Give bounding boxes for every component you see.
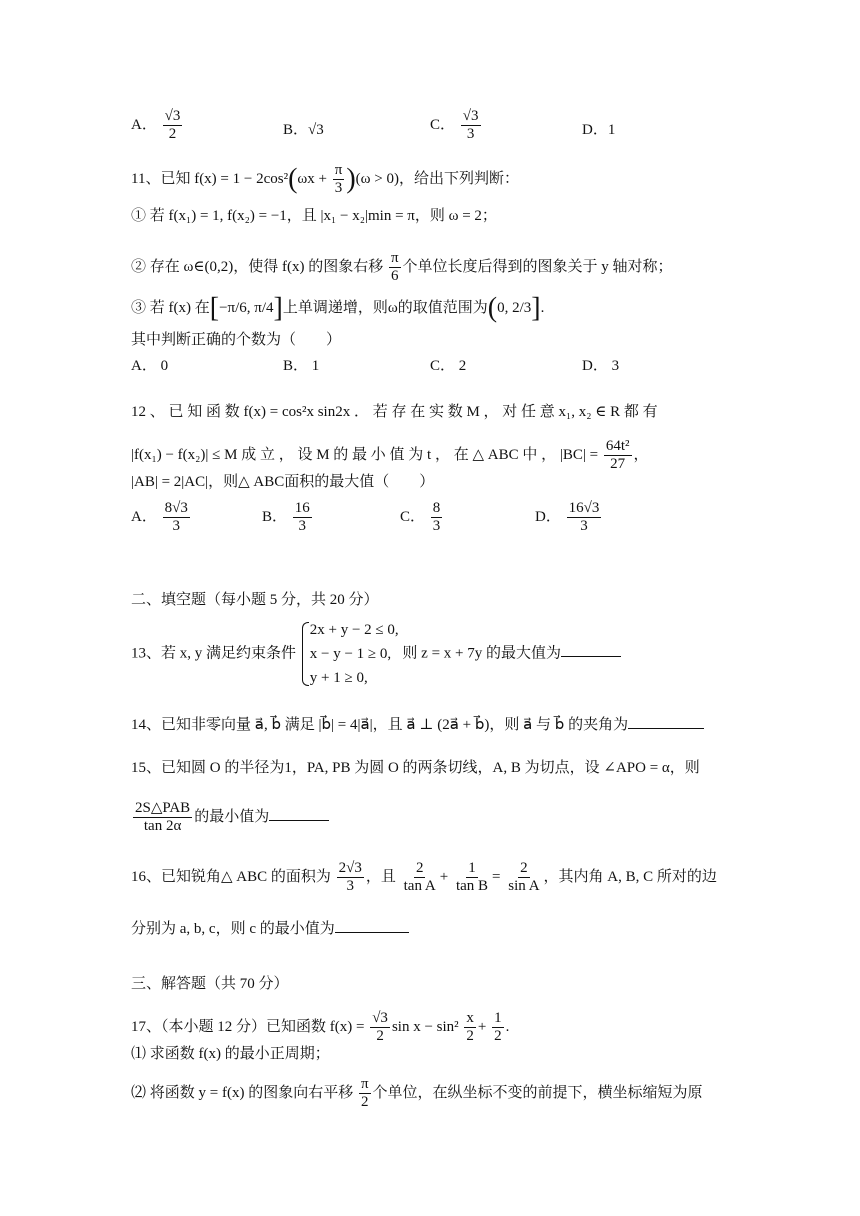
q15-line-2: $\frac{\text{2S△PAB}}{\tan 2\alpha}$ 的最小值为 (131, 800, 329, 835)
q16-line-1: 16、已知锐角△ ABC 的面积为 $\frac{2√3}{3}$ ，且 $\frac{2}{\text{tan A}}$ + $\frac{1}{\text{tan B}}$ = $\frac{2}{\text{sin A}}$ ，其内角 A, B, C 所对的边 (131, 860, 717, 894)
q12-option-d: D． $\frac{16√3}{3}$ (535, 500, 600, 534)
q10-a-fraction: $\frac{√3}{2}$ (164, 108, 181, 142)
q10-option-a (131, 108, 184, 143)
q11-option-b: B． 1 (283, 358, 320, 374)
q12-line-2: |f(x₁) − f(x₂)| ≤ M 成 立 ， 设 M 的 最 小 值 为 t ， 在 △ ABC 中 ， |BC| = $\frac{\text{64t²}}{27}$ ， (131, 438, 649, 472)
q14-answer-blank (628, 714, 704, 729)
q13: 13、若 x, y 满足约束条件 2x + y − 2 ≤ 0, x − y − 1 ≥ 0, y + 1 ≥ 0, 则 z = x + 7y 的最大值为 (131, 618, 621, 690)
q11-stem: 11、已知 f(x) = 1 − 2cos²(ωx + $\frac{\pi}{3}$ )(ω > 0)，给出下列判断： (131, 162, 519, 196)
q10-a-label: A． (131, 116, 157, 133)
q11-item-1: ① 若 f(x₁) = 1, f(x₂) = −1，且 |x₁ − x₂|min = π，则 ω = 2； (131, 208, 497, 224)
q16-line-2: 分别为 a, b, c，则 c 的最小值为 (131, 918, 409, 939)
q10-option-c: C． $\frac{√3}{3}$ (430, 108, 479, 142)
q16-answer-blank (335, 918, 409, 933)
q12-option-b: B． $\frac{16}{3}$ (262, 500, 310, 534)
q13-answer-blank (561, 642, 621, 657)
q15-line-1: 15、已知圆 O 的半径为1，PA, PB 为圆 O 的两条切线，A, B 为切点，设 ∠APO = α，则 (131, 760, 700, 776)
q15-answer-blank (269, 806, 329, 821)
q12-option-c: C． $\frac{8}{3}$ (400, 500, 441, 534)
q17-stem: 17、（本小题 12 分）已知函数 f(x) = $\frac{√3}{2}$ sin x − sin² $\frac{x}{2}$ + $\frac{1}{2}$ . (131, 1010, 510, 1044)
q11-option-a: A． 0 (131, 358, 169, 374)
q17-item-1: ⑴ 求函数 f(x) 的最小正周期； (131, 1046, 330, 1062)
section-2-heading: 二、填空题（每小题 5 分，共 20 分） (131, 592, 379, 608)
section-3-heading: 三、解答题（共 70 分） (131, 976, 289, 992)
q17-item-2: ⑵ 将函数 y = f(x) 的图象向右平移 $\frac{\pi}{2}$ 个单位，在纵坐标不变的前提下，横坐标缩短为原 (131, 1076, 703, 1110)
q10-option-b: B．√3 (283, 122, 324, 138)
q11-item-3: ③ 若 f(x) 在[−π/6, π/4]上单调递增，则ω的取值范围为(0, 2/3]. (131, 292, 545, 324)
q11-option-c: C． 2 (430, 358, 467, 374)
q12-line-1: 12 、 已 知 函 数 f(x) = cos²x sin2x ． 若 存 在 实 数 M ， 对 任 意 x₁, x₂ ∈ R 都 有 (131, 404, 658, 420)
q11-option-d: D． 3 (582, 358, 620, 374)
q10-option-d: D．1 (582, 122, 616, 138)
q13-constraint-system: 2x + y − 2 ≤ 0, x − y − 1 ≥ 0, y + 1 ≥ 0, (300, 618, 399, 690)
q12-option-a: A． $\frac{8√3}{3}$ (131, 500, 188, 534)
q14: 14、已知非零向量 a⃗, b⃗ 满足 |b⃗| = 4|a⃗|，且 a⃗ ⊥ (2a⃗ + b⃗)，则 a⃗ 与 b⃗ 的夹角为 (131, 714, 704, 735)
q12-line-3: |AB| = 2|AC|，则△ ABC面积的最大值（ ） (131, 474, 435, 490)
q11-question: 其中判断正确的个数为（ ） (131, 332, 342, 348)
q11-item-2: ② 存在 ω∈(0,2)，使得 f(x) 的图象右移 $\frac{\pi}{6}$ 个单位长度后得到的图象关于 y 轴对称； (131, 250, 673, 284)
